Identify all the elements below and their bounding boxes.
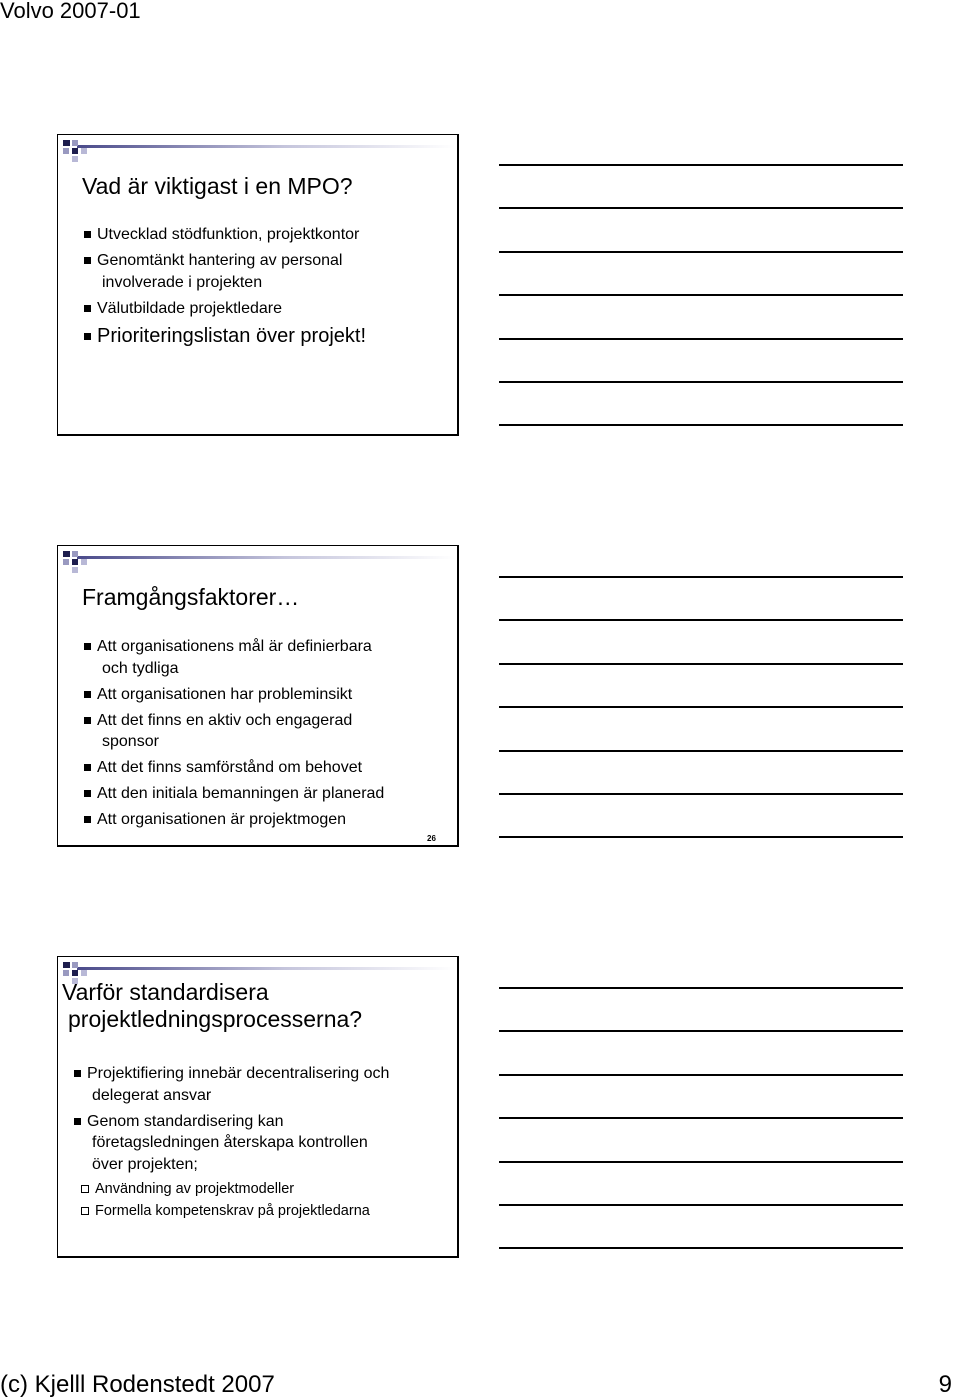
page-footer-copyright: (c) Kjelll Rodenstedt 2007 — [0, 1371, 275, 1398]
bullet-item: Genom standardisering kan företagsledningen återskapa kontrollen över projekten; — [72, 1111, 389, 1176]
bullet-list — [82, 224, 366, 352]
bullet-item: Genomtänkt hantering av personal involverade i projekten — [82, 250, 366, 293]
bullet-item: Att den initiala bemanningen är planerad — [82, 783, 384, 805]
bullet-item: Att det finns samförstånd om behovet — [82, 757, 384, 779]
slide-3 — [57, 956, 459, 1258]
slide-title — [62, 979, 362, 1033]
notes-lines — [499, 987, 903, 1291]
page-number: 9 — [938, 1371, 952, 1398]
bullet-item: Prioriteringslistan över projekt! — [82, 324, 366, 348]
bullet-item: Att det finns en aktiv och engagerad sponsor — [82, 710, 384, 753]
bullet-item: Att organisationens mål är definierbara och tydliga — [82, 636, 384, 679]
slide-number: 26 — [427, 834, 436, 843]
sub-bullet-item: Användning av projektmodeller — [72, 1180, 389, 1198]
bullet-list — [72, 1063, 389, 1224]
bullet-item: Projektifiering innebär decentralisering och delegerat ansvar — [72, 1063, 389, 1106]
notes-lines — [499, 576, 903, 880]
bullet-item: Att organisationen är projektmogen — [82, 809, 384, 831]
sub-bullet-item: Formella kompetenskrav på projektledarna — [72, 1202, 389, 1220]
slide-2 — [57, 545, 459, 847]
bullet-item: Välutbildade projektledare — [82, 298, 366, 320]
slide-title-bar-decoration — [61, 138, 455, 162]
slide-title-line: projektledningsprocesserna? — [68, 1006, 363, 1032]
notes-lines — [499, 164, 903, 468]
slide-title: Framgångsfaktorer… — [82, 584, 300, 610]
slide-title-bar-decoration — [61, 549, 455, 573]
slide-1 — [57, 134, 459, 436]
slide-title-line: Varför standardisera — [62, 979, 269, 1005]
bullet-item: Att organisationen har probleminsikt — [82, 684, 384, 706]
bullet-item: Utvecklad stödfunktion, projektkontor — [82, 224, 366, 246]
bullet-list — [82, 636, 384, 835]
slide-title: Vad är viktigast i en MPO? — [82, 173, 353, 199]
page-header: Volvo 2007-01 — [0, 0, 141, 23]
